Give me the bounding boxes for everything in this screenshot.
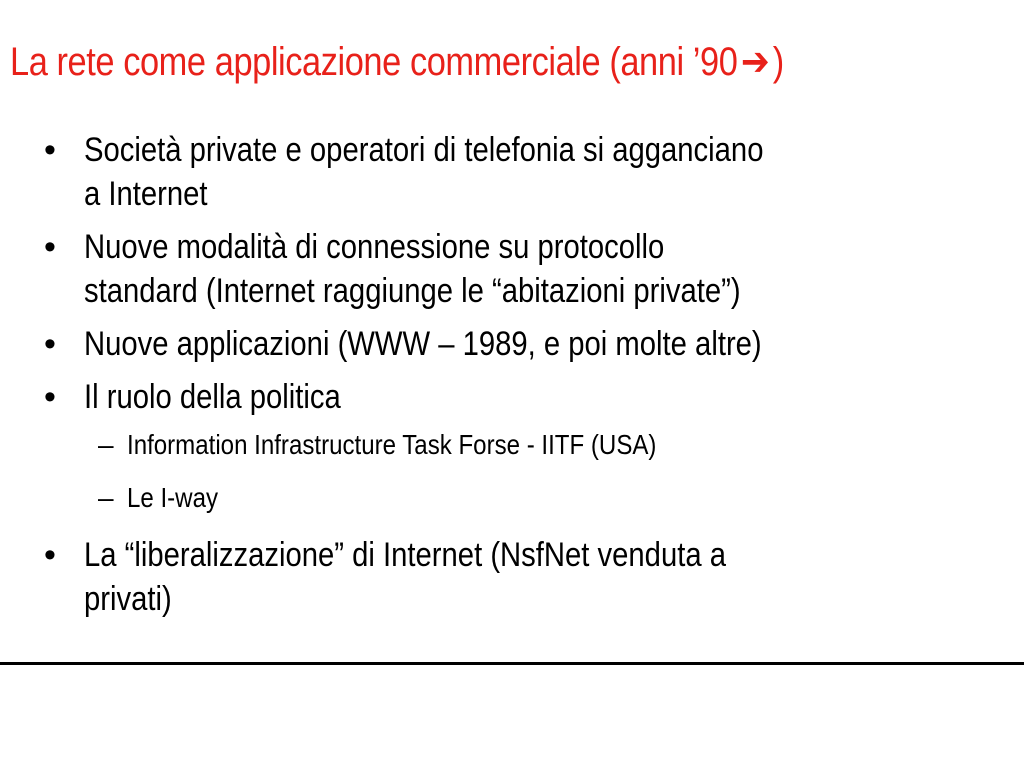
bullet-text xyxy=(84,375,953,419)
sub-bullet-item xyxy=(84,427,1024,463)
slide-title xyxy=(10,42,879,82)
bullet-item xyxy=(44,322,1024,366)
bullet-text xyxy=(84,533,953,621)
bullet-line: Nuove modalità di connessione su protocollo xyxy=(84,228,665,266)
bullet-text xyxy=(84,128,953,216)
sub-bullet-marker: – xyxy=(98,482,114,513)
bullet-text xyxy=(84,322,953,366)
bullet-line: standard (Internet raggiunge le “abitazioni private”) xyxy=(84,272,741,310)
bullet-item xyxy=(44,128,1024,216)
bullet-marker: • xyxy=(44,325,56,363)
bullet-list xyxy=(44,128,1024,630)
bullet-line: Il ruolo della politica xyxy=(84,378,341,416)
bullet-line: Nuove applicazioni (WWW – 1989, e poi molte altre) xyxy=(84,325,762,363)
right-arrow-icon: ➔ xyxy=(740,40,770,84)
bullet-line: Società private e operatori di telefonia si agganciano xyxy=(84,131,764,169)
bullet-item xyxy=(44,375,1024,516)
bullet-item xyxy=(44,533,1024,621)
sub-bullet-text: Le I-way xyxy=(127,482,219,513)
bullet-marker: • xyxy=(44,378,56,416)
bullet-marker: • xyxy=(44,131,56,169)
bullet-item xyxy=(44,225,1024,313)
bottom-divider xyxy=(0,662,1024,665)
sub-bullet-text: Information Infrastructure Task Forse - IITF (USA) xyxy=(127,429,657,460)
bullet-text xyxy=(84,225,953,313)
bullet-line: a Internet xyxy=(84,175,208,213)
slide-title-closing: ) xyxy=(772,40,784,84)
slide-title-text: La rete come applicazione commerciale (anni ’90 xyxy=(10,40,738,84)
bullet-line: La “liberalizzazione” di Internet (NsfNet venduta a xyxy=(84,536,726,574)
bullet-marker: • xyxy=(44,536,56,574)
bullet-marker: • xyxy=(44,228,56,266)
sub-bullet-list xyxy=(84,427,1024,516)
sub-bullet-item xyxy=(84,480,1024,516)
sub-bullet-marker: – xyxy=(98,429,114,460)
bullet-line: privati) xyxy=(84,580,172,618)
